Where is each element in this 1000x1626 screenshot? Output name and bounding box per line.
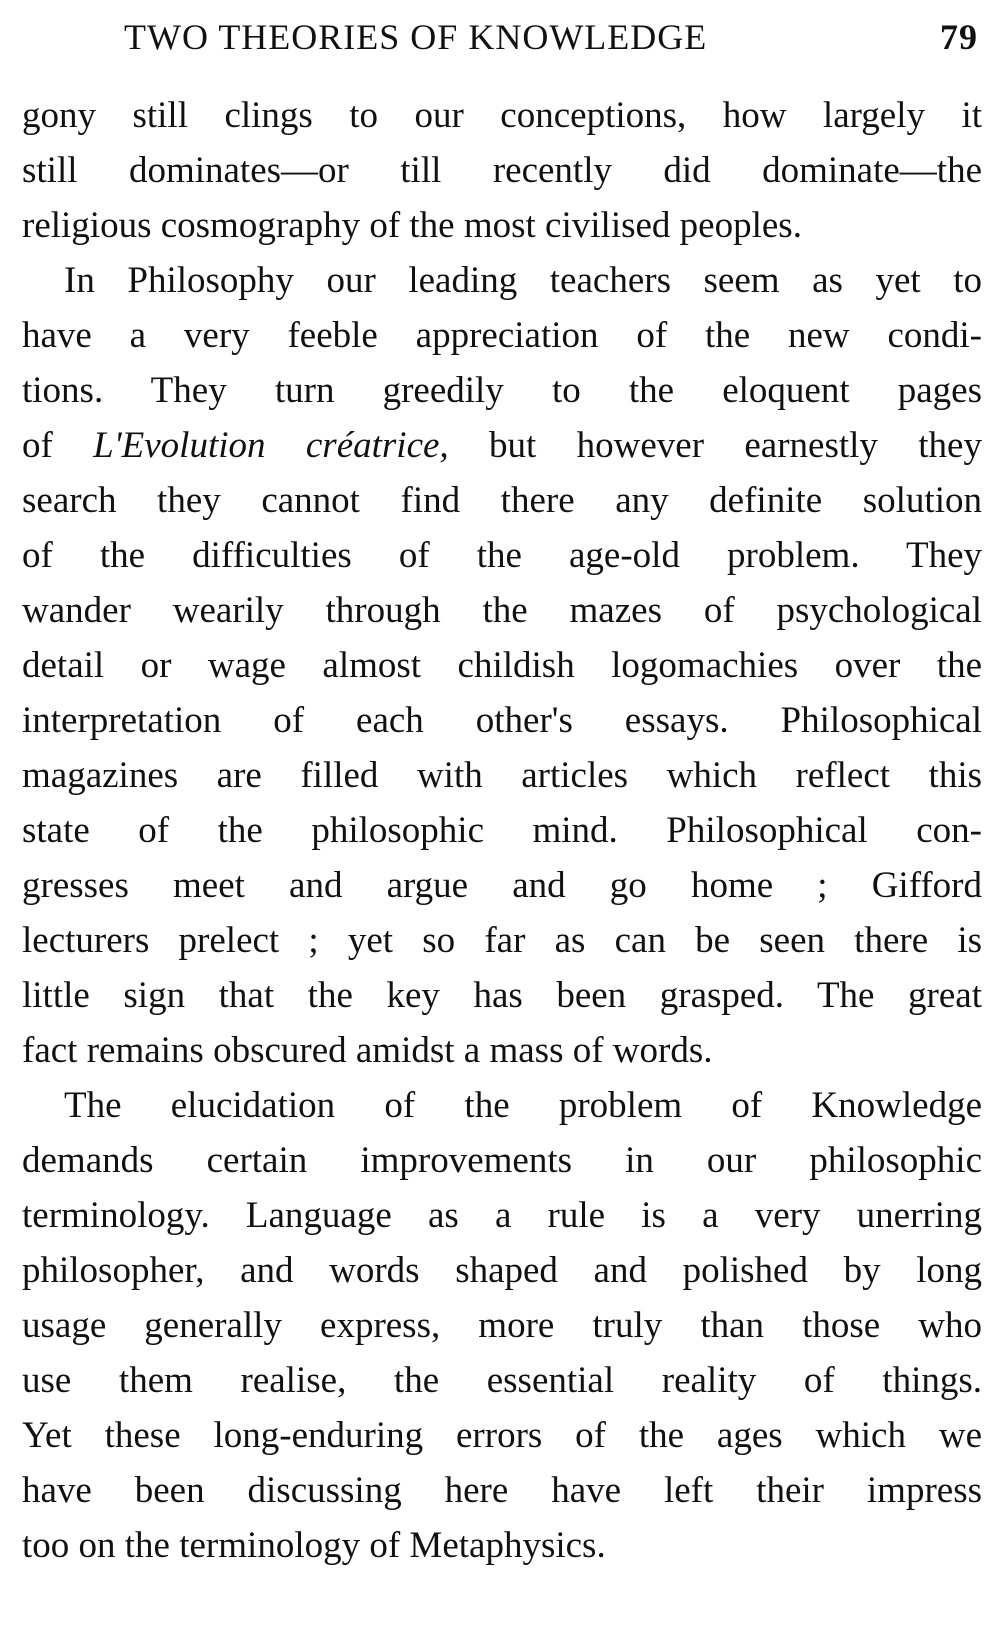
text-line: Yet these long-enduring errors of the ages which we xyxy=(22,1415,982,1456)
text-line: wander wearily through the mazes of psychological xyxy=(22,590,982,631)
text-line: demands certain improvements in our philosophic xyxy=(22,1140,982,1181)
text-line: lecturers prelect ; yet so far as can be seen there is xyxy=(22,920,982,961)
text-fragment: of xyxy=(22,425,94,466)
text-line: have a very feeble appreciation of the new condi- xyxy=(22,315,982,356)
italic-book-title: L'Evolution créatrice, xyxy=(93,425,449,466)
text-line: fact remains obscured amidst a mass of words. xyxy=(22,1030,713,1071)
text-line-with-italic-title xyxy=(22,418,982,473)
text-line: In Philosophy our leading teachers seem as yet to xyxy=(64,260,982,301)
text-line: The elucidation of the problem of Knowledge xyxy=(64,1085,982,1126)
running-head xyxy=(22,12,978,62)
text-line: little sign that the key has been grasped. The great xyxy=(22,975,982,1016)
body-text xyxy=(22,88,982,1573)
text-line: use them realise, the essential reality of things. xyxy=(22,1360,982,1401)
text-line: interpretation of each other's essays. Philosophical xyxy=(22,700,982,741)
text-fragment: but however earnestly they xyxy=(448,425,982,466)
page-number: 79 xyxy=(940,17,978,57)
text-line: usage generally express, more truly than those who xyxy=(22,1305,982,1346)
text-line: search they cannot find there any definite solution xyxy=(22,480,982,521)
text-line: gresses meet and argue and go home ; Gifford xyxy=(22,865,982,906)
text-line: still dominates—or till recently did dominate—the xyxy=(22,150,982,191)
text-line: religious cosmography of the most civilised peoples. xyxy=(22,205,802,246)
text-line: magazines are filled with articles which reflect this xyxy=(22,755,982,796)
text-line: detail or wage almost childish logomachies over the xyxy=(22,645,982,686)
text-line: state of the philosophic mind. Philosophical con- xyxy=(22,810,982,851)
text-line: of the difficulties of the age-old problem. They xyxy=(22,535,982,576)
text-line: too on the terminology of Metaphysics. xyxy=(22,1525,606,1566)
text-line: have been discussing here have left their impress xyxy=(22,1470,982,1511)
text-line: tions. They turn greedily to the eloquent pages xyxy=(22,370,982,411)
running-title: TWO THEORIES OF KNOWLEDGE xyxy=(124,17,708,57)
text-line: gony still clings to our conceptions, how largely it xyxy=(22,95,982,136)
text-line: terminology. Language as a rule is a very unerring xyxy=(22,1195,982,1236)
text-line: philosopher, and words shaped and polished by long xyxy=(22,1250,982,1291)
